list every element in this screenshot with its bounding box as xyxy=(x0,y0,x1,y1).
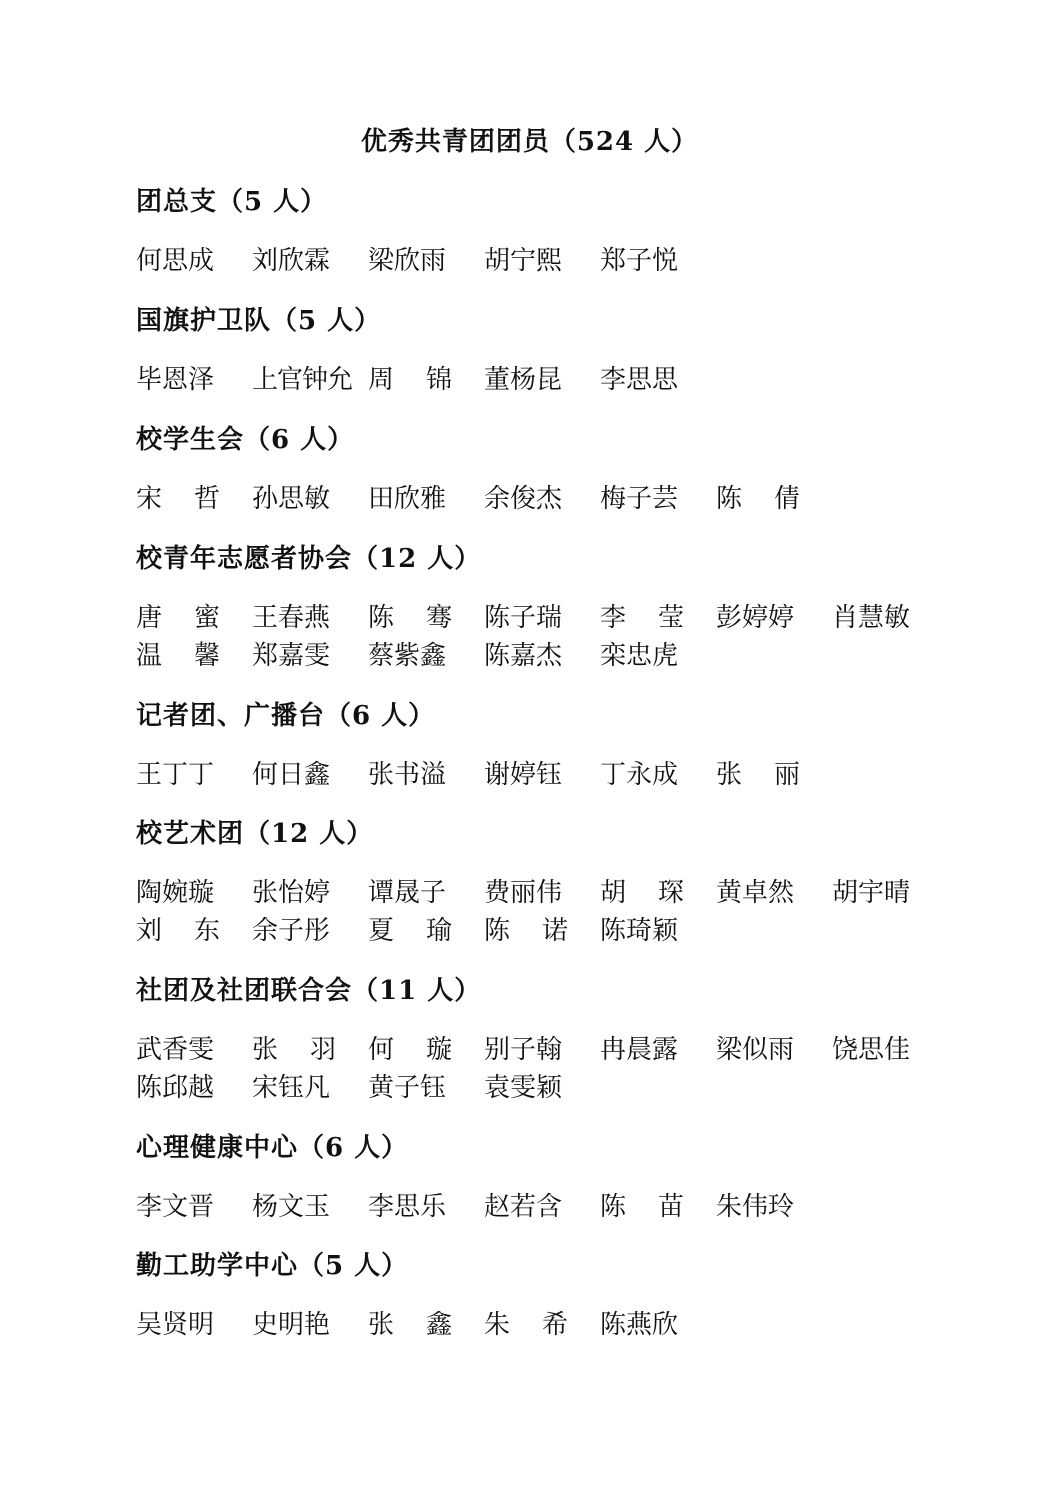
name-row xyxy=(136,361,956,399)
member-name: 何 璇 xyxy=(368,1035,452,1065)
member-name: 陈 倩 xyxy=(716,484,800,514)
name-row xyxy=(136,1306,956,1344)
member-name: 梅子芸 xyxy=(600,484,679,514)
member-name: 梁似雨 xyxy=(716,1035,795,1065)
section-heading: 国旗护卫队（5 人） xyxy=(136,306,382,336)
member-name: 余子彤 xyxy=(252,916,331,946)
member-name: 董杨昆 xyxy=(484,365,563,395)
member-name: 何思成 xyxy=(136,246,215,276)
member-name: 别子翰 xyxy=(484,1035,563,1065)
member-name: 朱伟玲 xyxy=(716,1192,795,1222)
name-list xyxy=(136,599,956,675)
member-name: 温 馨 xyxy=(136,641,220,671)
member-name: 陈邱越 xyxy=(136,1073,215,1103)
member-name: 宋钰凡 xyxy=(252,1073,331,1103)
member-name: 栾忠虎 xyxy=(600,641,679,671)
member-name: 刘欣霖 xyxy=(252,246,331,276)
member-name: 何日鑫 xyxy=(252,760,331,790)
member-name: 费丽伟 xyxy=(484,878,563,908)
name-list xyxy=(136,480,956,518)
member-name: 谢婷钰 xyxy=(484,760,563,790)
member-name: 陈 苗 xyxy=(600,1192,684,1222)
member-name: 陈 骞 xyxy=(368,603,452,633)
member-name: 黄卓然 xyxy=(716,878,795,908)
name-row xyxy=(136,1031,956,1069)
document-title: 优秀共青团团员（524 人） xyxy=(360,127,699,157)
member-name: 郑子悦 xyxy=(600,246,679,276)
member-name: 孙思敏 xyxy=(252,484,331,514)
member-name: 唐 蜜 xyxy=(136,603,220,633)
member-name: 陈 诺 xyxy=(484,916,568,946)
member-name: 上官钟允 xyxy=(252,365,353,395)
member-name: 黄子钰 xyxy=(368,1073,447,1103)
section-heading: 社团及社团联合会（11 人） xyxy=(136,976,482,1006)
member-name: 周 锦 xyxy=(368,365,452,395)
name-row xyxy=(136,1188,956,1226)
member-name: 陈嘉杰 xyxy=(484,641,563,671)
member-name: 夏 瑜 xyxy=(368,916,452,946)
member-name: 田欣雅 xyxy=(368,484,447,514)
member-name: 陈燕欣 xyxy=(600,1310,679,1340)
section-heading: 团总支（5 人） xyxy=(136,187,328,217)
member-name: 张 羽 xyxy=(252,1035,336,1065)
member-name: 朱 希 xyxy=(484,1310,568,1340)
member-name: 刘 东 xyxy=(136,916,220,946)
member-name: 王丁丁 xyxy=(136,760,215,790)
name-row xyxy=(136,599,956,637)
name-list xyxy=(136,242,956,280)
member-name: 丁永成 xyxy=(600,760,679,790)
member-name: 袁雯颖 xyxy=(484,1073,563,1103)
member-name: 张 丽 xyxy=(716,760,800,790)
name-list xyxy=(136,1031,956,1107)
member-name: 杨文玉 xyxy=(252,1192,331,1222)
member-name: 冉晨露 xyxy=(600,1035,679,1065)
member-name: 陈琦颖 xyxy=(600,916,679,946)
name-list xyxy=(136,1306,956,1344)
section-heading: 心理健康中心（6 人） xyxy=(136,1133,409,1163)
name-list xyxy=(136,1188,956,1226)
member-name: 张书溢 xyxy=(368,760,447,790)
member-name: 宋 哲 xyxy=(136,484,220,514)
member-name: 郑嘉雯 xyxy=(252,641,331,671)
name-list xyxy=(136,756,956,794)
member-name: 吴贤明 xyxy=(136,1310,215,1340)
member-name: 李 莹 xyxy=(600,603,684,633)
member-name: 梁欣雨 xyxy=(368,246,447,276)
member-name: 武香雯 xyxy=(136,1035,215,1065)
name-list xyxy=(136,874,956,950)
section-heading: 校青年志愿者协会（12 人） xyxy=(136,544,482,574)
member-name: 胡 琛 xyxy=(600,878,684,908)
member-name: 张怡婷 xyxy=(252,878,331,908)
member-name: 胡宁熙 xyxy=(484,246,563,276)
member-name: 陶婉璇 xyxy=(136,878,215,908)
name-row xyxy=(136,912,956,950)
member-name: 饶思佳 xyxy=(832,1035,911,1065)
member-name: 谭晟子 xyxy=(368,878,447,908)
member-name: 陈子瑞 xyxy=(484,603,563,633)
member-name: 彭婷婷 xyxy=(716,603,795,633)
name-row xyxy=(136,637,956,675)
name-row xyxy=(136,874,956,912)
member-name: 胡宇晴 xyxy=(832,878,911,908)
name-row xyxy=(136,1069,956,1107)
section-heading: 校学生会（6 人） xyxy=(136,425,355,455)
member-name: 李思思 xyxy=(600,365,679,395)
name-list xyxy=(136,361,956,399)
member-name: 余俊杰 xyxy=(484,484,563,514)
section-heading: 勤工助学中心（5 人） xyxy=(136,1251,409,1281)
member-name: 赵若含 xyxy=(484,1192,563,1222)
member-name: 李思乐 xyxy=(368,1192,447,1222)
member-name: 蔡紫鑫 xyxy=(368,641,447,671)
section-heading: 记者团、广播台（6 人） xyxy=(136,701,436,731)
member-name: 李文晋 xyxy=(136,1192,215,1222)
name-row xyxy=(136,480,956,518)
section-heading: 校艺术团（12 人） xyxy=(136,819,374,849)
member-name: 史明艳 xyxy=(252,1310,331,1340)
member-name: 肖慧敏 xyxy=(832,603,911,633)
name-row xyxy=(136,756,956,794)
member-name: 毕恩泽 xyxy=(136,365,215,395)
name-row xyxy=(136,242,956,280)
member-name: 张 鑫 xyxy=(368,1310,452,1340)
member-name: 王春燕 xyxy=(252,603,331,633)
